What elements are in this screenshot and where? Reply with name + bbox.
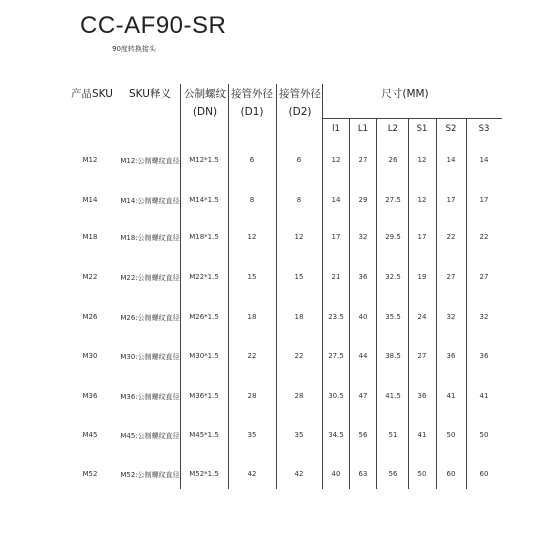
- table-cell-desc: M30:公制螺纹直径: [120, 353, 180, 361]
- table-cell-d2: 18: [294, 313, 304, 321]
- table-cell-S3: 27: [479, 273, 489, 281]
- table-cell-S1: 27: [417, 352, 427, 360]
- table-cell-L2: 41.5: [385, 392, 401, 400]
- header-size: 尺寸(MM): [381, 88, 429, 100]
- table-cell-d1: 12: [247, 233, 257, 241]
- table-cell-dn: M30*1.5: [189, 352, 219, 360]
- table-cell-S3: 60: [479, 470, 489, 478]
- table-cell-S2: 50: [446, 431, 456, 439]
- table-cell-S2: 36: [446, 352, 456, 360]
- table-cell-sku: M52: [82, 470, 98, 478]
- size-subheader-l1: l1: [332, 124, 340, 134]
- table-cell-d2: 42: [294, 470, 304, 478]
- table-cell-S2: 41: [446, 392, 456, 400]
- size-subheader-S1: S1: [416, 124, 428, 134]
- table-cell-S2: 17: [446, 196, 456, 204]
- table-cell-d2: 35: [294, 431, 304, 439]
- table-cell-sku: M36: [82, 392, 98, 400]
- header-d1-line2: (D1): [240, 106, 264, 118]
- header-d1-line1: 接管外径: [231, 88, 273, 100]
- table-cell-desc: M14:公制螺纹直径: [120, 197, 180, 205]
- table-cell-d1: 22: [247, 352, 257, 360]
- table-cell-L1: 44: [358, 352, 368, 360]
- size-header-line: [322, 118, 502, 119]
- size-subheader-S3: S3: [478, 124, 490, 134]
- table-cell-d1: 18: [247, 313, 257, 321]
- table-cell-S3: 36: [479, 352, 489, 360]
- header-sku-desc: SKU释义: [129, 88, 171, 100]
- table-cell-d2: 28: [294, 392, 304, 400]
- table-cell-L2: 27.5: [385, 196, 401, 204]
- table-cell-S1: 12: [417, 196, 427, 204]
- table-cell-d1: 15: [247, 273, 257, 281]
- table-cell-dn: M45*1.5: [189, 431, 219, 439]
- table-cell-L1: 27: [358, 156, 368, 164]
- table-cell-dn: M52*1.5: [189, 470, 219, 478]
- table-cell-d2: 15: [294, 273, 304, 281]
- table-cell-d1: 8: [249, 196, 255, 204]
- table-cell-L1: 29: [358, 196, 368, 204]
- table-cell-d1: 28: [247, 392, 257, 400]
- table-cell-d1: 42: [247, 470, 257, 478]
- table-cell-L2: 35.5: [385, 313, 401, 321]
- table-cell-d2: 6: [296, 156, 302, 164]
- table-cell-S1: 36: [417, 392, 427, 400]
- table-cell-S3: 14: [479, 156, 489, 164]
- header-d2-line2: (D2): [288, 106, 312, 118]
- table-cell-S3: 22: [479, 233, 489, 241]
- table-cell-S1: 41: [417, 431, 427, 439]
- table-cell-S3: 50: [479, 431, 489, 439]
- col-divider: [322, 84, 323, 489]
- table-cell-L1: 32: [358, 233, 368, 241]
- table-cell-S1: 50: [417, 470, 427, 478]
- table-cell-S3: 32: [479, 313, 489, 321]
- table-cell-S3: 41: [479, 392, 489, 400]
- table-cell-L2: 56: [388, 470, 398, 478]
- table-cell-S1: 24: [417, 313, 427, 321]
- table-cell-L1: 36: [358, 273, 368, 281]
- table-cell-sku: M30: [82, 352, 98, 360]
- table-cell-d1: 35: [247, 431, 257, 439]
- table-cell-L2: 51: [388, 431, 398, 439]
- table-cell-desc: M36:公制螺纹直径: [120, 393, 180, 401]
- table-cell-desc: M22:公制螺纹直径: [120, 274, 180, 282]
- header-sku: 产品SKU: [71, 88, 113, 100]
- table-cell-S1: 17: [417, 233, 427, 241]
- table-cell-dn: M12*1.5: [189, 156, 219, 164]
- table-cell-l1: 21: [331, 273, 341, 281]
- table-cell-d1: 6: [249, 156, 255, 164]
- page-subtitle: 90度转换接头: [112, 45, 156, 53]
- table-cell-desc: M26:公制螺纹直径: [120, 314, 180, 322]
- table-cell-dn: M36*1.5: [189, 392, 219, 400]
- table-cell-S2: 60: [446, 470, 456, 478]
- table-cell-l1: 40: [331, 470, 341, 478]
- header-d2-line1: 接管外径: [279, 88, 321, 100]
- table-cell-S1: 19: [417, 273, 427, 281]
- table-cell-desc: M45:公制螺纹直径: [120, 432, 180, 440]
- table-cell-dn: M14*1.5: [189, 196, 219, 204]
- table-cell-l1: 17: [331, 233, 341, 241]
- table-cell-l1: 27.5: [328, 352, 344, 360]
- col-divider: [228, 84, 229, 489]
- table-cell-S2: 22: [446, 233, 456, 241]
- table-cell-L2: 32.5: [385, 273, 401, 281]
- header-dn-line2: (DN): [192, 106, 218, 118]
- table-cell-d2: 8: [296, 196, 302, 204]
- table-cell-S3: 17: [479, 196, 489, 204]
- header-dn-line1: 公制螺纹: [184, 88, 226, 100]
- table-cell-desc: M12:公制螺纹直径: [120, 157, 180, 165]
- table-cell-d2: 12: [294, 233, 304, 241]
- table-cell-desc: M18:公制螺纹直径: [120, 234, 180, 242]
- table-cell-dn: M18*1.5: [189, 233, 219, 241]
- table-cell-sku: M12: [82, 156, 98, 164]
- page-title: CC-AF90-SR: [80, 12, 227, 39]
- table-cell-dn: M26*1.5: [189, 313, 219, 321]
- size-subheader-L1: L1: [357, 124, 369, 134]
- table-cell-l1: 12: [331, 156, 341, 164]
- table-cell-sku: M26: [82, 313, 98, 321]
- table-cell-l1: 23.5: [328, 313, 344, 321]
- table-cell-L2: 26: [388, 156, 398, 164]
- table-cell-sku: M18: [82, 233, 98, 241]
- table-cell-S1: 12: [417, 156, 427, 164]
- col-divider: [276, 84, 277, 489]
- table-cell-sku: M45: [82, 431, 98, 439]
- col-divider: [180, 84, 181, 489]
- table-cell-S2: 32: [446, 313, 456, 321]
- table-cell-L2: 38.5: [385, 352, 401, 360]
- table-cell-L1: 47: [358, 392, 368, 400]
- table-cell-l1: 14: [331, 196, 341, 204]
- table-cell-l1: 34.5: [328, 431, 344, 439]
- table-cell-sku: M14: [82, 196, 98, 204]
- table-cell-L1: 63: [358, 470, 368, 478]
- table-cell-S2: 14: [446, 156, 456, 164]
- table-cell-L1: 40: [358, 313, 368, 321]
- table-cell-d2: 22: [294, 352, 304, 360]
- table-cell-L2: 29.5: [385, 233, 401, 241]
- table-cell-L1: 56: [358, 431, 368, 439]
- table-cell-dn: M22*1.5: [189, 273, 219, 281]
- size-subheader-S2: S2: [445, 124, 457, 134]
- table-cell-desc: M52:公制螺纹直径: [120, 471, 180, 479]
- size-subheader-L2: L2: [387, 124, 399, 134]
- table-cell-sku: M22: [82, 273, 98, 281]
- table-cell-S2: 27: [446, 273, 456, 281]
- table-cell-l1: 30.5: [328, 392, 344, 400]
